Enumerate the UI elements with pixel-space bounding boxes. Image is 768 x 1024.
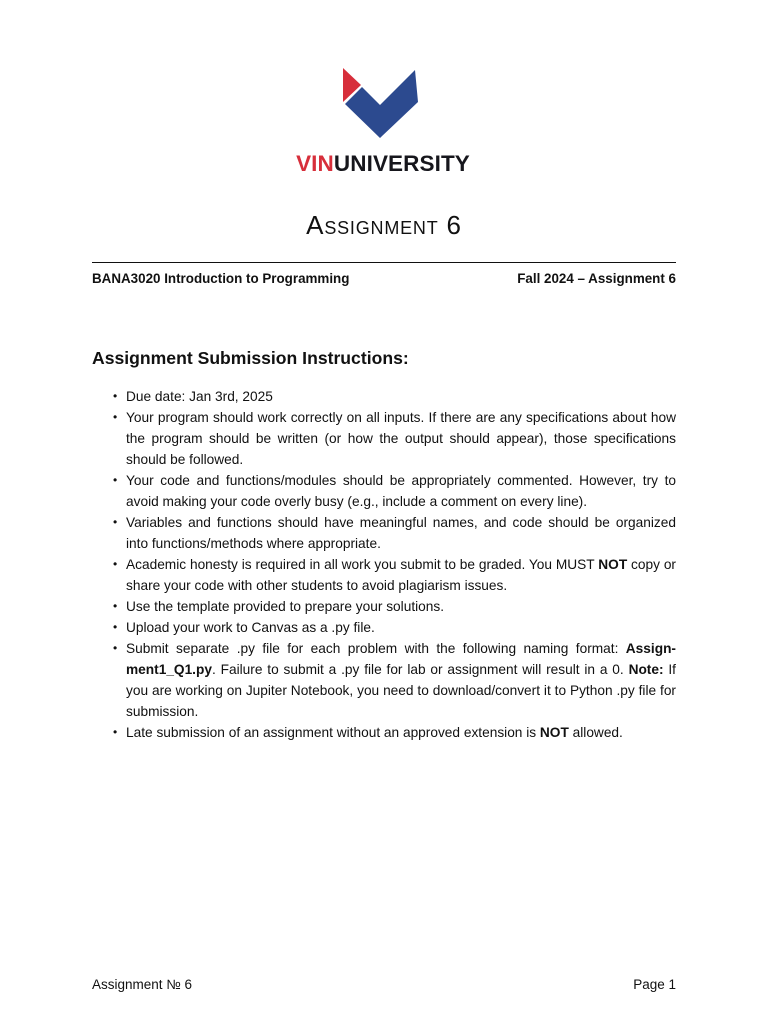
submit-text: Submit separate .py file for each problem with the following naming format: [126,641,626,656]
logo-wordmark-vin: VIN [296,151,334,176]
logo-wordmark [290,151,476,177]
list-item-due-date [92,386,676,407]
list-item-late [92,722,676,743]
upload-text: Upload your work to Canvas as a .py file. [126,620,375,635]
list-item-template [92,596,676,617]
header-rule [92,262,676,263]
honesty-text: Academic honesty is required in all work you submit to be graded. You MUST [126,557,599,572]
late-text-end: allowed. [568,725,623,740]
list-item-naming [92,512,676,554]
honesty-not: NOT [598,557,628,572]
program-text: Your program should work correctly on all inputs. If there are any specifications about how the program should be written (or how the output should appear), those specifications should be followed. [126,410,676,467]
course-name: BANA3020 Introduction to Programming [92,271,350,286]
submit-filename: Assign-ment1_Q1.py [126,641,676,677]
submit-note-label: Note: [628,662,664,677]
term-and-assignment: Fall 2024 – Assignment 6 [517,271,676,286]
list-item-upload [92,617,676,638]
list-item-honesty [92,554,676,596]
template-text: Use the template provided to prepare your solutions. [126,599,445,614]
logo-wordmark-university: UNIVERSITY [333,151,470,176]
submit-note-text: If you are working on Jupiter Notebook, you need to download/convert it to Python .py file for submission. [126,662,676,719]
footer-assignment-number: Assignment № 6 [92,977,193,992]
instructions-list [92,386,676,743]
late-not: NOT [539,725,569,740]
list-item-program [92,407,676,470]
naming-text: Variables and functions should have meaningful names, and code should be organized into functions/methods where appropriate. [126,515,676,551]
submit-text-mid: . Failure to submit a .py file for lab or assignment will result in a 0. [211,662,629,677]
late-text: Late submission of an assignment without an approved extension is [126,725,540,740]
running-header [92,270,676,290]
comments-text: Your code and functions/modules should be appropriately commented. However, try to avoid making your code overly busy (e.g., include a comment on every line). [126,473,676,509]
list-item-comments [92,470,676,512]
list-item-submit [92,638,676,722]
document-title: Assignment 6 [306,210,462,240]
logo-blue-chevron [345,70,418,138]
honesty-text-end: copy or share your code with other students to avoid plagiarism issues. [126,557,676,593]
due-date-text: Due date: Jan 3rd, 2025 [126,389,273,404]
vinuniversity-logo [290,66,476,178]
vinuniversity-chevron-icon [340,66,422,140]
section-heading: Assignment Submission Instructions: [92,348,409,368]
footer-page-number: Page 1 [633,977,676,992]
